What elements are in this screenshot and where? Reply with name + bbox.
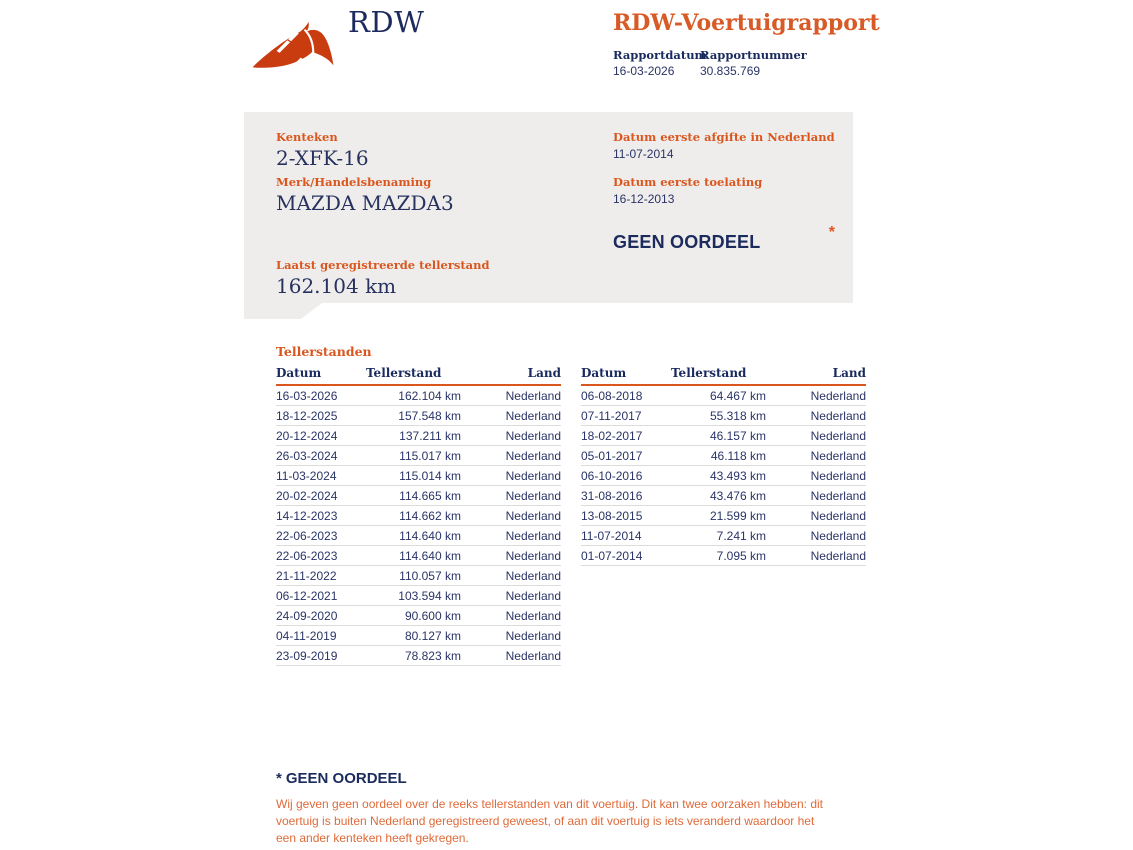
- cell-tellerstand: 55.318 km: [671, 406, 766, 426]
- cell-datum: 24-09-2020: [276, 606, 366, 626]
- cell-tellerstand: 78.823 km: [366, 646, 461, 666]
- cell-land: Nederland: [766, 446, 866, 466]
- cell-land: Nederland: [461, 626, 561, 646]
- cell-tellerstand: 114.662 km: [366, 506, 461, 526]
- cell-datum: 18-12-2025: [276, 406, 366, 426]
- report-meta: [613, 49, 880, 77]
- cell-datum: 07-11-2017: [581, 406, 671, 426]
- cell-land: Nederland: [766, 506, 866, 526]
- cell-datum: 06-12-2021: [276, 586, 366, 606]
- tellerstand-label: Laatst geregistreerde tellerstand: [276, 258, 490, 272]
- table-body-left: [276, 385, 561, 666]
- tellerstanden-table-left: [276, 367, 561, 666]
- table-row: [276, 566, 561, 586]
- table-row: [276, 406, 561, 426]
- summary-right-column: [613, 131, 841, 253]
- cell-tellerstand: 46.118 km: [671, 446, 766, 466]
- cell-land: Nederland: [766, 466, 866, 486]
- table-row: [276, 466, 561, 486]
- cell-land: Nederland: [766, 526, 866, 546]
- afgifte-label: Datum eerste afgifte in Nederland: [613, 130, 835, 144]
- table-row: [581, 546, 866, 566]
- summary-box-corner-tab: [244, 303, 322, 319]
- footnote-title: GEEN OORDEEL: [285, 770, 407, 787]
- cell-land: Nederland: [461, 606, 561, 626]
- cell-datum: 05-01-2017: [581, 446, 671, 466]
- report-number-group: [700, 49, 807, 77]
- cell-tellerstand: 115.017 km: [366, 446, 461, 466]
- cell-tellerstand: 46.157 km: [671, 426, 766, 446]
- rdw-logo-text: RDW: [348, 5, 425, 39]
- kenteken-value: 2-XFK-16: [276, 146, 369, 170]
- cell-tellerstand: 162.104 km: [366, 385, 461, 406]
- rdw-logo: [249, 6, 424, 75]
- cell-tellerstand: 114.640 km: [366, 546, 461, 566]
- cell-datum: 26-03-2024: [276, 446, 366, 466]
- cell-land: Nederland: [461, 526, 561, 546]
- cell-datum: 22-06-2023: [276, 526, 366, 546]
- cell-tellerstand: 110.057 km: [366, 566, 461, 586]
- cell-land: Nederland: [461, 546, 561, 566]
- table-row: [581, 506, 866, 526]
- cell-tellerstand: 114.665 km: [366, 486, 461, 506]
- cell-datum: 21-11-2022: [276, 566, 366, 586]
- table-row: [581, 486, 866, 506]
- table-body-right: [581, 385, 866, 566]
- table-row: [276, 586, 561, 606]
- table-row: [581, 406, 866, 426]
- table-row: [581, 526, 866, 546]
- cell-land: Nederland: [461, 566, 561, 586]
- toelating-value: 16-12-2013: [613, 192, 675, 206]
- table-row: [581, 385, 866, 406]
- footnote-title-row: [276, 771, 832, 787]
- page-title: RDW-Voertuigrapport: [613, 10, 880, 36]
- cell-land: Nederland: [766, 385, 866, 406]
- col-header-land: Land: [766, 367, 866, 385]
- report-date-value: 16-03-2026: [613, 64, 675, 78]
- cell-tellerstand: 43.493 km: [671, 466, 766, 486]
- merk-value: MAZDA MAZDA3: [276, 191, 454, 215]
- toelating-label: Datum eerste toelating: [613, 175, 763, 189]
- afgifte-value: 11-07-2014: [613, 147, 674, 161]
- footnote-section: [276, 771, 832, 847]
- col-header-tellerstand: Tellerstand: [671, 367, 766, 385]
- report-number-value: 30.835.769: [700, 64, 761, 78]
- cell-land: Nederland: [461, 646, 561, 666]
- cell-tellerstand: 43.476 km: [671, 486, 766, 506]
- merk-label: Merk/Handelsbenaming: [276, 175, 432, 189]
- cell-land: Nederland: [461, 466, 561, 486]
- cell-datum: 22-06-2023: [276, 546, 366, 566]
- col-header-tellerstand: Tellerstand: [366, 367, 461, 385]
- vehicle-summary-box: [244, 112, 853, 303]
- cell-land: Nederland: [461, 486, 561, 506]
- cell-land: Nederland: [461, 385, 561, 406]
- cell-land: Nederland: [461, 506, 561, 526]
- cell-datum: 20-02-2024: [276, 486, 366, 506]
- cell-tellerstand: 64.467 km: [671, 385, 766, 406]
- report-date-label: Rapportdatum: [613, 48, 707, 62]
- table-header-row: [581, 367, 866, 385]
- report-number-label: Rapportnummer: [700, 48, 807, 62]
- cell-tellerstand: 7.241 km: [671, 526, 766, 546]
- cell-land: Nederland: [766, 546, 866, 566]
- cell-datum: 20-12-2024: [276, 426, 366, 446]
- cell-datum: 11-07-2014: [581, 526, 671, 546]
- col-header-datum: Datum: [276, 367, 366, 385]
- tellerstanden-table-right: [581, 367, 866, 566]
- table-row: [276, 646, 561, 666]
- tellerstanden-tables: [276, 367, 866, 666]
- col-header-land: Land: [461, 367, 561, 385]
- cell-tellerstand: 137.211 km: [366, 426, 461, 446]
- merk-field: [276, 176, 576, 214]
- cell-land: Nederland: [766, 486, 866, 506]
- cell-datum: 18-02-2017: [581, 426, 671, 446]
- table-row: [581, 466, 866, 486]
- table-row: [276, 606, 561, 626]
- cell-land: Nederland: [461, 426, 561, 446]
- table-row: [581, 426, 866, 446]
- report-header: [613, 10, 880, 77]
- tellerstanden-title: Tellerstanden: [276, 344, 372, 359]
- table-row: [276, 385, 561, 406]
- table-row: [276, 626, 561, 646]
- cell-tellerstand: 80.127 km: [366, 626, 461, 646]
- col-header-datum: Datum: [581, 367, 671, 385]
- cell-datum: 01-07-2014: [581, 546, 671, 566]
- cell-datum: 06-10-2016: [581, 466, 671, 486]
- cell-land: Nederland: [461, 446, 561, 466]
- table-row: [276, 546, 561, 566]
- rdw-swoosh-icon: [249, 21, 337, 75]
- verdict-asterisk: *: [828, 224, 835, 241]
- tellerstand-value: 162.104 km: [276, 274, 397, 298]
- footnote-text: Wij geven geen oordeel over de reeks tellerstanden van dit voertuig. Dit kan twee oorzaken hebben: dit voertuig is buiten Nederland geregistreerd geweest, of aan dit voertuig is iets veranderd waardoor het een ander kenteken heeft gekregen.: [276, 797, 823, 845]
- afgifte-field: [613, 131, 841, 160]
- report-date-group: [613, 48, 707, 78]
- cell-land: Nederland: [461, 406, 561, 426]
- kenteken-field: [276, 131, 576, 169]
- cell-tellerstand: 115.014 km: [366, 466, 461, 486]
- table-row: [276, 426, 561, 446]
- cell-tellerstand: 7.095 km: [671, 546, 766, 566]
- cell-datum: 23-09-2019: [276, 646, 366, 666]
- kenteken-label: Kenteken: [276, 130, 338, 144]
- cell-land: Nederland: [766, 426, 866, 446]
- table-row: [276, 446, 561, 466]
- table-row: [276, 526, 561, 546]
- cell-datum: 31-08-2016: [581, 486, 671, 506]
- cell-tellerstand: 157.548 km: [366, 406, 461, 426]
- toelating-field: [613, 176, 841, 205]
- cell-tellerstand: 103.594 km: [366, 586, 461, 606]
- cell-land: Nederland: [766, 406, 866, 426]
- cell-tellerstand: 90.600 km: [366, 606, 461, 626]
- verdict-text: GEEN OORDEEL: [613, 232, 761, 252]
- cell-datum: 11-03-2024: [276, 466, 366, 486]
- cell-datum: 13-08-2015: [581, 506, 671, 526]
- table-row: [276, 486, 561, 506]
- cell-tellerstand: 114.640 km: [366, 526, 461, 546]
- cell-datum: 14-12-2023: [276, 506, 366, 526]
- table-header-row: [276, 367, 561, 385]
- tellerstanden-section: [276, 345, 866, 666]
- tellerstand-field: [276, 259, 576, 297]
- cell-datum: 16-03-2026: [276, 385, 366, 406]
- cell-datum: 04-11-2019: [276, 626, 366, 646]
- summary-left-column: [276, 131, 576, 297]
- cell-land: Nederland: [461, 586, 561, 606]
- table-row: [276, 506, 561, 526]
- footnote-asterisk: *: [276, 770, 282, 787]
- cell-tellerstand: 21.599 km: [671, 506, 766, 526]
- cell-datum: 06-08-2018: [581, 385, 671, 406]
- table-row: [581, 446, 866, 466]
